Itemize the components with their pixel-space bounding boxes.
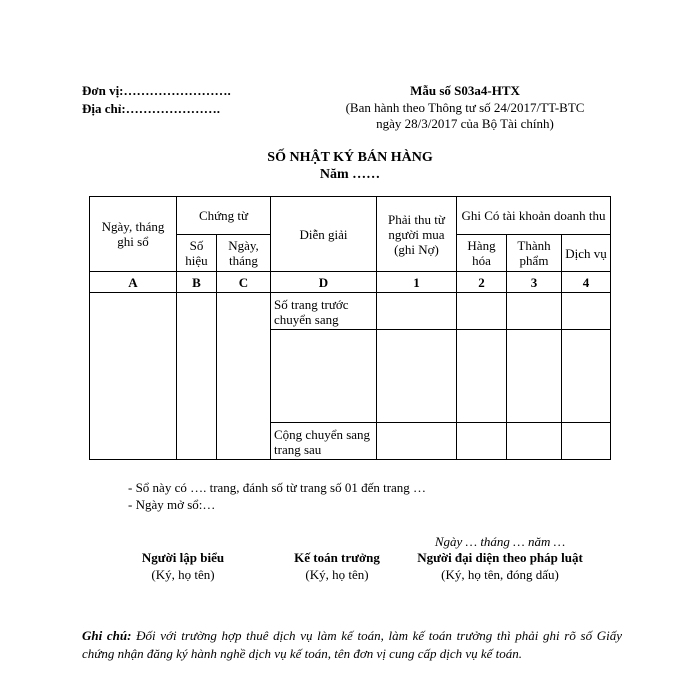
footnote (82, 627, 622, 663)
carry-receivable-cell (377, 423, 457, 460)
header-date: Ngày, tháng ghi sổ (90, 197, 177, 272)
forward-goods-cell (457, 293, 507, 330)
address-label: Địa chỉ:…………………. (82, 101, 220, 116)
header-receivable: Phải thu từ người mua (ghi Nợ) (377, 197, 457, 272)
representative-title: Người đại diện theo pháp luật (417, 550, 583, 565)
open-date-note: - Ngày mở sổ:… (128, 497, 216, 512)
accountant-signature (272, 549, 402, 583)
footnote-label: Ghi chú: (82, 628, 132, 643)
row-carry-label: Cộng chuyển sang trang sau (271, 423, 377, 460)
voucher-date-cell (217, 293, 271, 460)
forward-products-cell (507, 293, 562, 330)
code-3: 3 (507, 272, 562, 293)
header-goods: Hàng hóa (457, 235, 507, 272)
voucher-number-cell (177, 293, 217, 460)
sales-journal-table (89, 196, 611, 460)
book-notes (128, 479, 426, 513)
row-forward-label: Số trang trước chuyển sang (271, 293, 377, 330)
signature-date: Ngày … tháng … năm … (434, 534, 566, 549)
unit-info (82, 82, 231, 118)
issued-line-1: (Ban hành theo Thông tư số 24/2017/TT-BTC (345, 100, 585, 115)
carry-goods-cell (457, 423, 507, 460)
representative-hint: (Ký, họ tên, đóng dấu) (441, 567, 559, 582)
header-voucher: Chứng từ (177, 197, 271, 235)
header-products: Thành phẩm (507, 235, 562, 272)
code-a: A (90, 272, 177, 293)
page-count-note: - Sổ này có …. trang, đánh số từ trang số 01 đến trang … (128, 480, 427, 495)
date-cell (90, 293, 177, 460)
entry-services-cell (562, 330, 611, 423)
title-main: SỐ NHẬT KÝ BÁN HÀNG (267, 150, 433, 165)
title-year: Năm …… (319, 167, 381, 182)
header-description: Diễn giải (271, 197, 377, 272)
accountant-title: Kế toán trưởng (294, 550, 380, 565)
forward-receivable-cell (377, 293, 457, 330)
accountant-hint: (Ký, họ tên) (305, 567, 369, 582)
header-revenue-credit: Ghi Có tài khoản doanh thu (457, 197, 611, 235)
code-1: 1 (377, 272, 457, 293)
preparer-title: Người lập biểu (141, 550, 225, 565)
carry-products-cell (507, 423, 562, 460)
entry-goods-cell (457, 330, 507, 423)
code-b: B (177, 272, 217, 293)
preparer-signature (118, 549, 248, 583)
entry-products-cell (507, 330, 562, 423)
code-d: D (271, 272, 377, 293)
form-info (330, 82, 600, 132)
unit-label: Đơn vị:……………………. (82, 83, 231, 98)
header-services: Dịch vụ (562, 235, 611, 272)
issued-line-2: ngày 28/3/2017 của Bộ Tài chính) (376, 116, 554, 131)
preparer-hint: (Ký, họ tên) (151, 567, 215, 582)
entry-receivable-cell (377, 330, 457, 423)
carry-services-cell (562, 423, 611, 460)
code-c: C (217, 272, 271, 293)
header-voucher-number: Số hiệu (177, 235, 217, 272)
entry-description-cell (271, 330, 377, 423)
footnote-text: Đối với trường hợp thuê dịch vụ làm kế toán, làm kế toán trưởng thì phải ghi rõ số Giấy chứng nhận đăng ký hành nghề dịch vụ kế toán, tên đơn vị cung cấp dịch vụ kế toán. (82, 628, 622, 661)
header-voucher-date: Ngày, tháng (217, 235, 271, 272)
code-4: 4 (562, 272, 611, 293)
forward-services-cell (562, 293, 611, 330)
form-code: Mẫu số S03a4-HTX (410, 83, 520, 98)
document-title (0, 149, 700, 183)
representative-signature (400, 549, 600, 583)
code-2: 2 (457, 272, 507, 293)
